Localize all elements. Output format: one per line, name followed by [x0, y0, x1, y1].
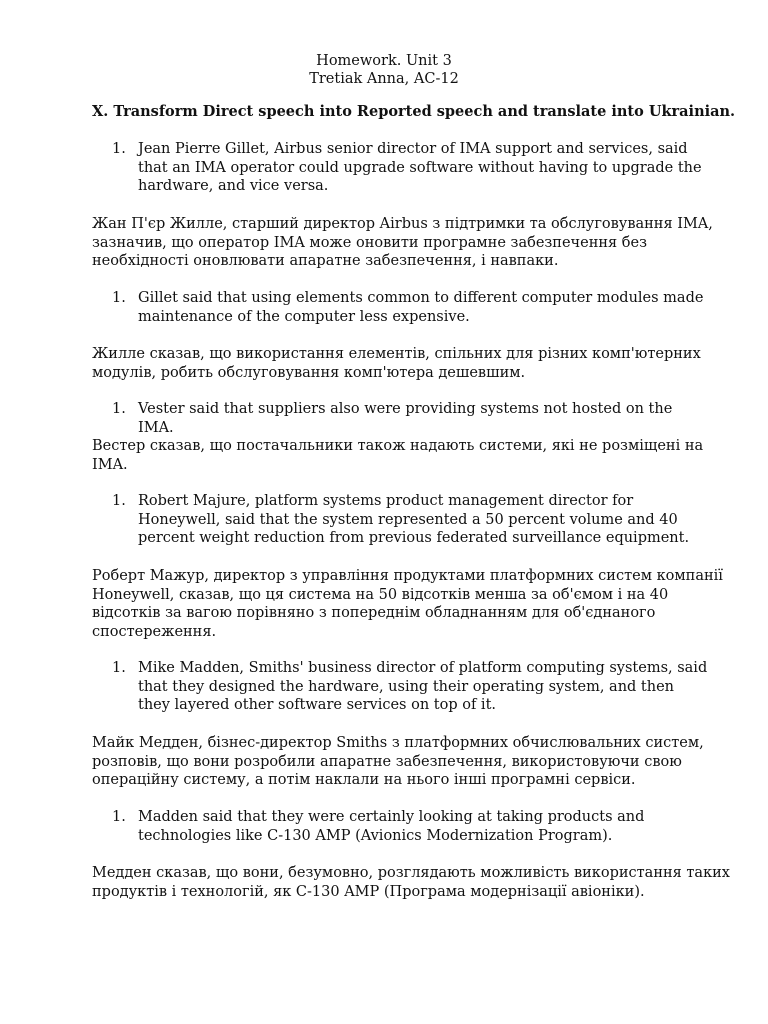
- item-number: 1.: [112, 401, 126, 417]
- item-number: 1.: [112, 809, 126, 825]
- exercise-item: [92, 140, 732, 269]
- english-sentence: Vester said that suppliers also were providing systems not hosted on the IMA.: [138, 401, 673, 436]
- english-sentence: Robert Majure, platform systems product management director for Honeywell, said that the system represented a 50 percent volume and 40 percent weight reduction from previous federated surveillance equipment.: [138, 493, 690, 546]
- header-author: Tretiak Anna, AC-12: [309, 71, 459, 87]
- exercise-item: [92, 492, 732, 640]
- exercise-item: [92, 659, 732, 788]
- ukrainian-translation: Майк Медден, бізнес-директор Smiths з платформних обчислювальних систем, розповів, що вони розробили апаратне забезпечення, використовуючи свою операційну систему, а потім наклали на нього інші програмні сервіси.: [92, 735, 704, 788]
- ukrainian-translation: Жан П'єр Жилле, старший директор Airbus з підтримки та обслуговування IMA, зазначив, що оператор IMA може оновити програмне забезпечення без необхідності оновлювати апаратне забезпечення, і навпаки.: [92, 216, 713, 269]
- english-sentence: Madden said that they were certainly looking at taking products and technologies like C-130 AMP (Avionics Modernization Program).: [138, 809, 645, 844]
- exercise-item: [92, 400, 732, 473]
- task-title: X. Transform Direct speech into Reported speech and translate into Ukrainian.: [92, 103, 736, 120]
- header-title: Homework. Unit 3: [316, 53, 452, 69]
- ukrainian-translation: Медден сказав, що вони, безумовно, розглядають можливість використання таких продуктів і технологій, як C-130 AMP (Програма модернізації авіоніки).: [92, 865, 730, 900]
- english-sentence: Gillet said that using elements common to different computer modules made maintenance of the computer less expensive.: [138, 290, 704, 325]
- ukrainian-translation: Вестер сказав, що постачальники також надають системи, які не розміщені на IMA.: [92, 438, 704, 473]
- english-sentence: Mike Madden, Smiths' business director of platform computing systems, said that they designed the hardware, using their operating system, and then they layered other software services on top of it.: [138, 660, 708, 713]
- exercise-item: [92, 289, 732, 381]
- english-sentence: Jean Pierre Gillet, Airbus senior director of IMA support and services, said that an IMA operator could upgrade software without having to upgrade the hardware, and vice versa.: [138, 141, 702, 194]
- item-number: 1.: [112, 141, 126, 157]
- item-number: 1.: [112, 660, 126, 676]
- item-number: 1.: [112, 493, 126, 509]
- ukrainian-translation: Жилле сказав, що використання елементів, спільних для різних комп'ютерних модулів, робить обслуговування комп'ютера дешевшим.: [92, 346, 701, 381]
- document-header: [0, 52, 768, 88]
- ukrainian-translation: Роберт Мажур, директор з управління продуктами платформних систем компанії Honeywell, сказав, що ця система на 50 відсотків менша за об'ємом і на 40 відсотків за вагою порівняно з попереднім обладнанням для об'єднаного спостереження.: [92, 568, 723, 640]
- exercise-item: [92, 808, 732, 900]
- item-number: 1.: [112, 290, 126, 306]
